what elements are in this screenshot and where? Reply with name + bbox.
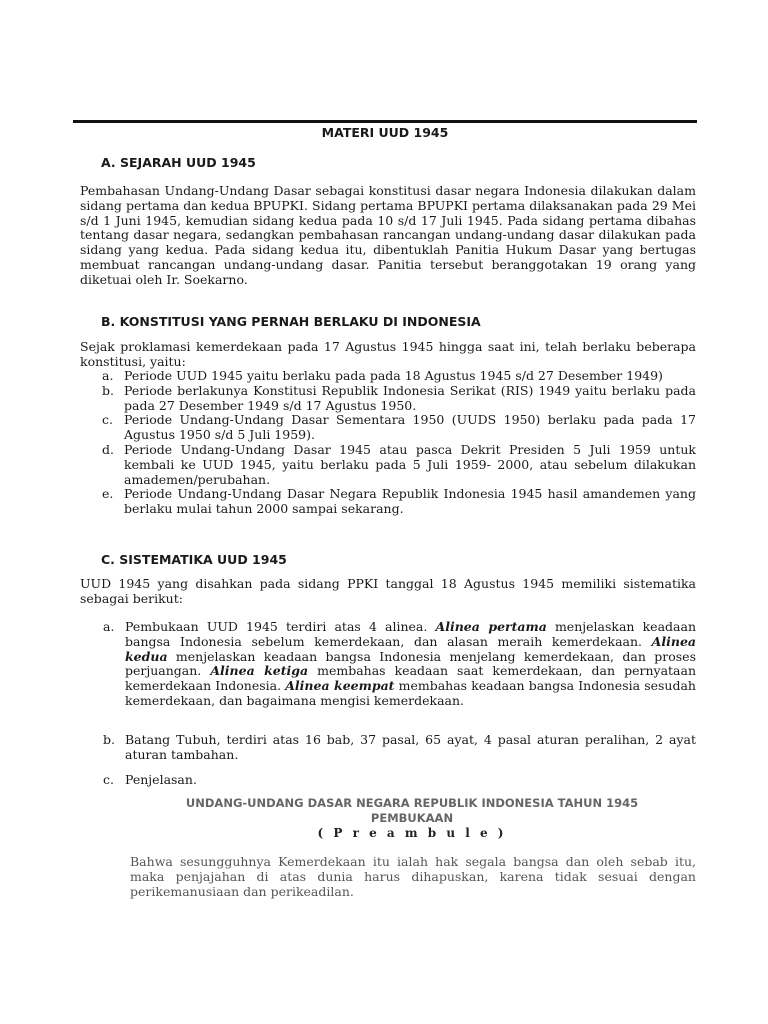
list-item-text: Periode UUD 1945 yaitu berlaku pada pada 18 Agustus 1945 s/d 27 Desember 1949) bbox=[124, 368, 663, 383]
list-item bbox=[102, 413, 696, 443]
list-item-text: Penjelasan. bbox=[125, 772, 197, 787]
preamble-heading: PEMBUKAAN bbox=[370, 810, 454, 825]
top-rule bbox=[73, 120, 697, 123]
list-item bbox=[103, 733, 696, 763]
list-item bbox=[102, 369, 696, 384]
sistematika-list bbox=[103, 620, 696, 709]
sistematika-list-b bbox=[103, 733, 696, 763]
list-item bbox=[102, 443, 696, 487]
document-title: MATERI UUD 1945 bbox=[321, 125, 449, 140]
list-marker: a. bbox=[103, 619, 115, 634]
list-item-text: Periode Undang-Undang Dasar Sementara 1950 (UUDS 1950) berlaku pada pada 17 Agustus 1950 s/d 5 Juli 1959). bbox=[124, 412, 696, 443]
preamble-text: Bahwa sesungguhnya Kemerdekaan itu ialah hak segala bangsa dan oleh sebab itu, maka penjajahan di atas dunia harus dihapuskan, karena tidak sesuai dengan perikemanusiaan dan perikeadilan. bbox=[130, 854, 696, 899]
list-item-text: Batang Tubuh, terdiri atas 16 bab, 37 pasal, 65 ayat, 4 pasal aturan peralihan, 2 ayat aturan tambahan. bbox=[125, 732, 696, 762]
list-marker: a. bbox=[102, 368, 114, 383]
list-item-text: Periode Undang-Undang Dasar 1945 atau pasca Dekrit Presiden 5 Juli 1959 untuk kembali ke UUD 1945, yaitu berlaku pada 5 Juli 1959- 2000, atau sebelum dilakukan amademen/perubahan. bbox=[124, 441, 696, 487]
list-marker: c. bbox=[102, 412, 113, 428]
list-marker: c. bbox=[103, 772, 114, 787]
list-item bbox=[103, 773, 696, 788]
list-item bbox=[103, 620, 696, 709]
preamble-title-line: UNDANG-UNDANG DASAR NEGARA REPUBLIK INDONESIA TAHUN 1945 bbox=[185, 796, 639, 810]
list-marker: b. bbox=[102, 382, 114, 398]
list-marker: e. bbox=[102, 486, 114, 502]
section-a-paragraph: Pembahasan Undang-Undang Dasar sebagai konstitusi dasar negara Indonesia dilakukan dalam sidang pertama dan kedua BPUPKI. Sidang pertama BPUPKI pertama dilaksanakan pada 29 Mei s/d 1 Juni 1945, kemudian sidang kedua pada 10 s/d 17 Juli 1945. Pada sidang pertama dibahas tentang dasar negara, sedangkan pembahasan rancangan undang-undang dasar dilakukan pada sidang yang kedua. Pada sidang kedua itu, dibentuklah Panitia Hukum Dasar yang bertugas membuat rancangan undang-undang dasar. Panitia tersebut beranggotakan 19 orang yang diketuai oleh Ir. Soekarno. bbox=[80, 183, 696, 287]
section-b-intro: Sejak proklamasi kemerdekaan pada 17 Agustus 1945 hingga saat ini, telah berlaku beberapa konstitusi, yaitu: bbox=[80, 339, 696, 369]
sistematika-list-c bbox=[103, 773, 696, 788]
constitution-period-list bbox=[102, 369, 696, 517]
list-marker: d. bbox=[102, 441, 114, 457]
section-a-heading: A. SEJARAH UUD 1945 bbox=[101, 155, 256, 170]
preamble-subtitle: ( P r e a m b u l e ) bbox=[317, 826, 507, 840]
section-b-heading: B. KONSTITUSI YANG PERNAH BERLAKU DI INDONESIA bbox=[101, 314, 481, 329]
list-item bbox=[102, 487, 696, 517]
list-marker: b. bbox=[103, 732, 115, 747]
list-item bbox=[102, 384, 696, 414]
list-item-text: Pembukaan UUD 1945 terdiri atas 4 alinea. Alinea pertama menjelaskan keadaan bangsa Indonesia sebelum kemerdekaan, dan alasan meraih kemerdekaan. Alinea kedua menjelaskan keadaan bangsa Indonesia menjelang kemerdekaan, dan proses perjuangan. Alinea ketiga membahas keadaan saat kemerdekaan, dan pernyataan kemerdekaan Indonesia. Alinea keempat membahas keadaan bangsa Indonesia sesudah kemerdekaan, dan bagaimana mengisi kemerdekaan. bbox=[125, 619, 696, 708]
preamble-title bbox=[128, 796, 696, 825]
section-c-heading: C. SISTEMATIKA UUD 1945 bbox=[101, 552, 287, 567]
list-item-text: Periode Undang-Undang Dasar Negara Republik Indonesia 1945 hasil amandemen yang berlaku mulai tahun 2000 sampai sekarang. bbox=[124, 486, 696, 517]
section-c-intro: UUD 1945 yang disahkan pada sidang PPKI tanggal 18 Agustus 1945 memiliki sistematika sebagai berikut: bbox=[80, 576, 696, 606]
list-item-text: Periode berlakunya Konstitusi Republik Indonesia Serikat (RIS) 1949 yaitu berlaku pada pada 27 Desember 1949 s/d 17 Agustus 1950. bbox=[124, 382, 696, 413]
